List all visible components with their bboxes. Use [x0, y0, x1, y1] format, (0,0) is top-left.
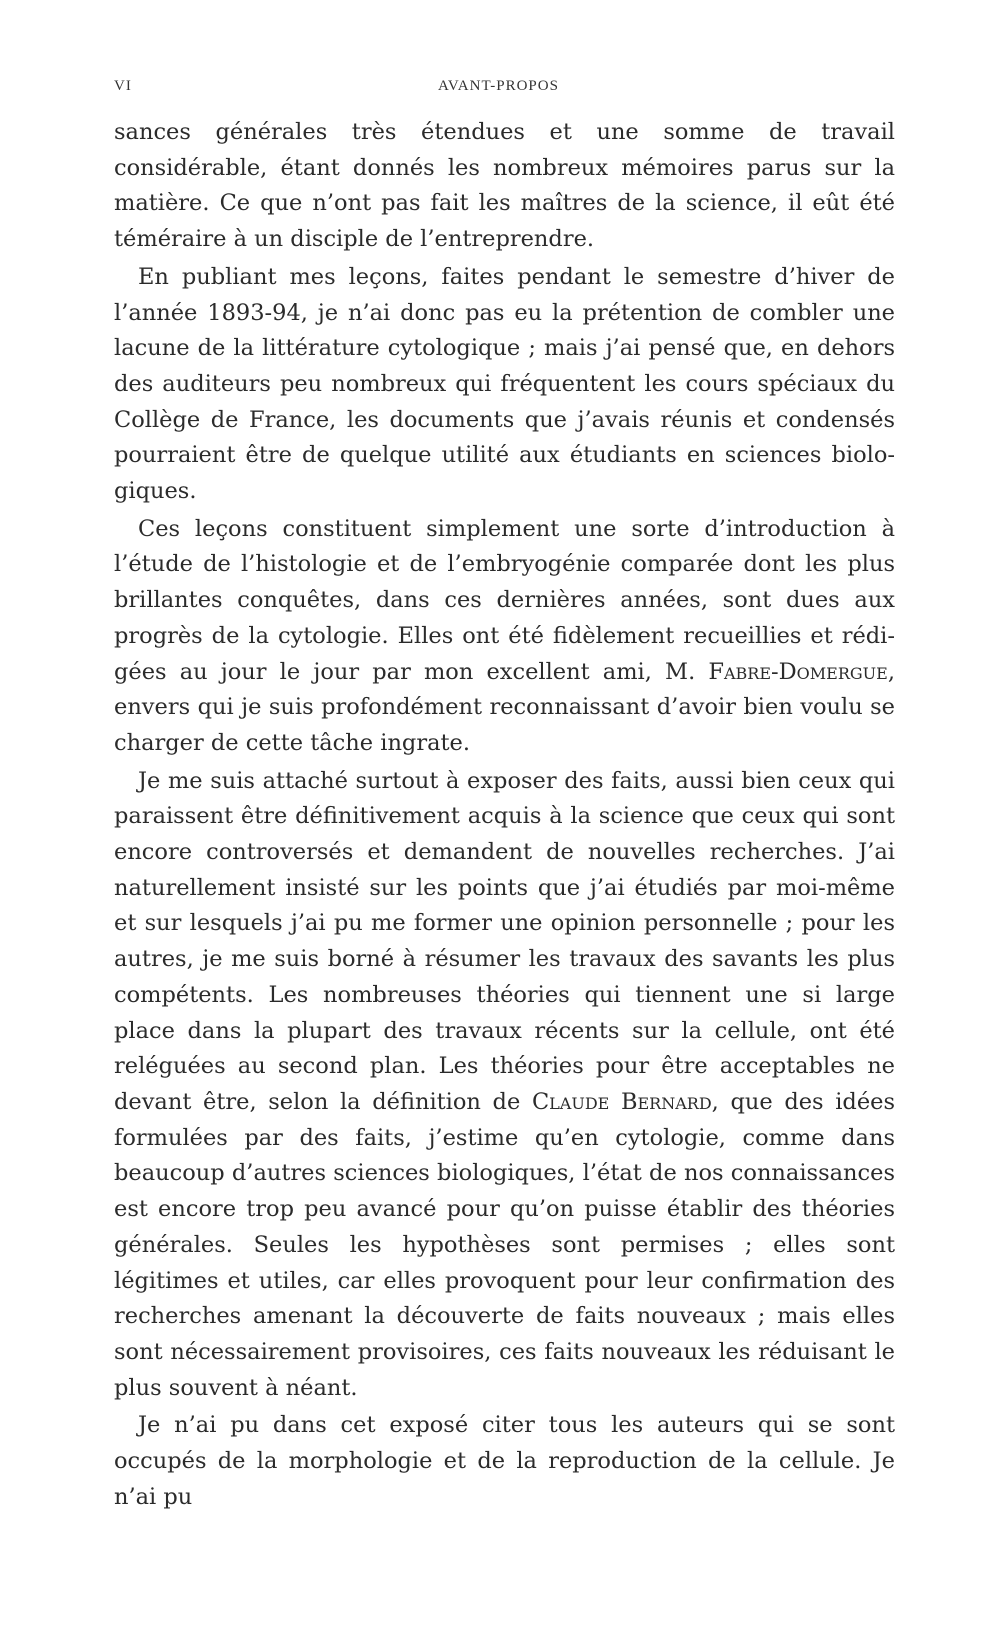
- paragraph-4-text-b: , que des idées formulées par des faits, j’estime qu’en cytologie, comme dans beaucoup d’autres sciences biologiques, l’état de nos connaissances est encore trop peu avancé pour qu’on puisse établir des théories générales. Seules les hypothèses sont permises ; elles sont légitimes et utiles, car elles provoquent pour leur confirmation des recherches amenant la découverte de faits nouveaux ; mais elles sont nécessairement provisoires, ces faits nouveaux les réduisant le plus souvent à néant.: [114, 1088, 895, 1401]
- paragraph-4: [114, 764, 895, 1407]
- page-number: VI: [114, 78, 132, 94]
- paragraph-1: sances générales très étendues et une somme de travail considérable, étant donnés les nombreux mémoires parus sur la matière. Ce que n’ont pas fait les maîtres de la science, il eût été téméraire à un disciple de l’entreprendre.: [114, 119, 895, 253]
- paragraph-3-text-b: , envers qui je suis profondément reconnaissant d’avoir bien voulu se charger de cette tâche ingrate.: [114, 658, 895, 756]
- paragraph-3-text-a: Ces leçons constituent simplement une sorte d’introduction à l’étude de l’histologie et de l’embryogénie comparée dont les plus brillantes conquêtes, dans ces dernières années, sont dues aux progrès de la cytologie. Elles ont été fidèlement recueillies et rédigées au jour le jour par mon excellent ami, M.: [114, 515, 895, 685]
- author-name-claude-bernard: Claude Bernard: [531, 1088, 712, 1115]
- body-text: [114, 115, 895, 1515]
- page-header: [0, 78, 1000, 102]
- paragraph-4-text-a: Je me suis attaché surtout à exposer des faits, aussi bien ceux qui paraissent être définitivement acquis à la science que ceux qui sont encore controversés et demandent de nouvelles recherches. J’ai naturellement insisté sur les points que j’ai étudiés par moi-même et sur lesquels j’ai pu me former une opinion personnelle ; pour les autres, je me suis borné à résumer les travaux des savants les plus compétents. Les nombreuses théories qui tiennent une si large place dans la plupart des travaux récents sur la cellule, ont été reléguées au second plan. Les théories pour être acceptables ne devant être, selon la définition de: [114, 767, 895, 1115]
- paragraph-3: [114, 512, 895, 762]
- running-title: AVANT-PROPOS: [438, 78, 559, 94]
- author-name-fabre-domergue: Fabre-Domergue: [708, 658, 888, 685]
- paragraph-5: Je n’ai pu dans cet exposé citer tous les auteurs qui se sont occupés de la morphologie et de la reproduction de la cellule. Je n’ai pu: [114, 1412, 895, 1510]
- paragraph-2: En publiant mes leçons, faites pendant le semestre d’hiver de l’année 1893-94, je n’ai donc pas eu la prétention de combler une lacune de la littérature cytologique ; mais j’ai pensé que, en dehors des auditeurs peu nombreux qui fréquentent les cours spéciaux du Collège de France, les documents que j’avais réunis et condensés pourraient être de quelque utilité aux étudiants en sciences biologiques.: [114, 263, 895, 505]
